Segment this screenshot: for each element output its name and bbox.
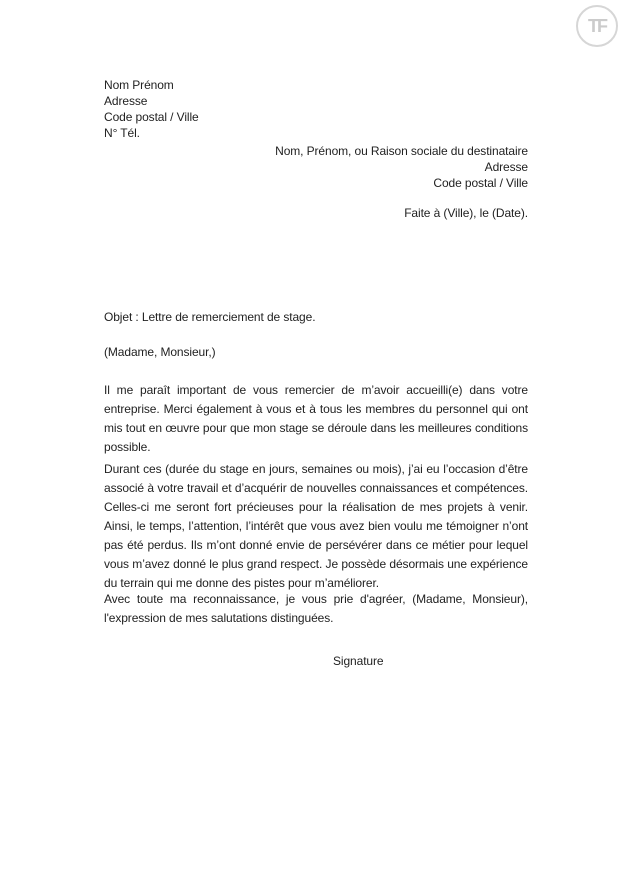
tf-logo [576,5,618,47]
tf-logo-text: TF [588,15,606,36]
salutation: (Madame, Monsieur,) [104,345,216,359]
recipient-name: Nom, Prénom, ou Raison sociale du destinataire [275,144,528,158]
sender-phone: N° Tél. [104,126,140,140]
paragraph-thanks: Il me paraît important de vous remercier de m’avoir accueilli(e) dans votre entreprise. Merci également à vous et à tous les membres du personnel qui ont mis tout en œuvre pour que mon stage se déroule dans les meilleures conditions possible. [104,383,528,454]
subject-line: Objet : Lettre de remerciement de stage. [104,310,316,324]
paragraph-experience: Durant ces (durée du stage en jours, semaines ou mois), j’ai eu l’occasion d’être associé à votre travail et d’acquérir de nouvelles connaissances et compétences. Celles-ci me seront fort précieuses pour la réalisation de mes projets à venir. Ainsi, le temps, l’attention, l’intérêt que vous avez bien voulu me témoigner n’ont pas été perdus. Ils m’ont donné envie de persévérer dans ce métier pour lequel vous m’avez donné le plus grand respect. Je possède désormais une expérience du terrain qui me donne des pistes pour m’améliorer. [104,462,528,590]
sender-postal-city: Code postal / Ville [104,110,199,124]
sender-name: Nom Prénom [104,78,174,92]
signature-label: Signature [333,654,384,668]
recipient-address: Adresse [484,160,528,174]
date-line: Faite à (Ville), le (Date). [404,206,528,220]
recipient-postal-city: Code postal / Ville [433,176,528,190]
paragraph-closing: Avec toute ma reconnaissance, je vous prie d'agréer, (Madame, Monsieur), l'expression de mes salutations distinguées. [104,592,528,625]
sender-block [104,77,199,141]
sender-address: Adresse [104,94,148,108]
recipient-block [275,143,528,191]
